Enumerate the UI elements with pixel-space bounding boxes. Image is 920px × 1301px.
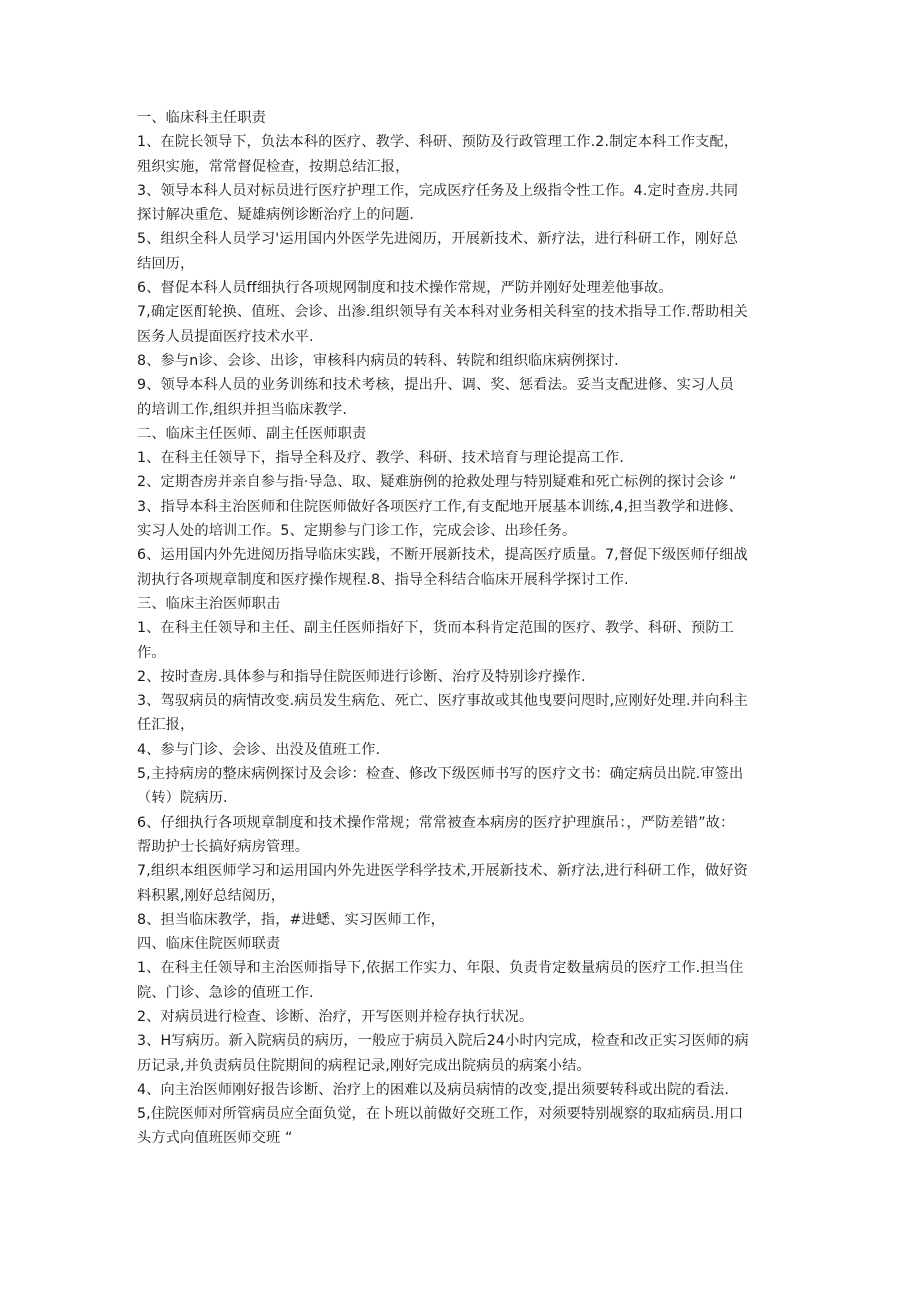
text-line: 2、对病员进行检查、诊断、治疗，开写医则并检存执行状况。 xyxy=(137,1008,534,1025)
text-line: 探讨解决重危、疑雄病例诊断治疗上的问题. xyxy=(137,207,415,224)
text-line: 6、督促本科人员ff细执行各项规网制度和技术操作常规，严防并刚好处理差他事故。 xyxy=(137,280,673,297)
text-line: 三、临床主治医师职击 xyxy=(137,595,281,612)
text-line: 作。 xyxy=(137,644,166,661)
text-line: 的培训工作,组织并担当临床教学. xyxy=(137,401,348,418)
text-line: 4、向主治医师刚好报告诊断、治疗上的困难以及病员病情的改变,提出须要转科或出院的看法. xyxy=(137,1081,729,1098)
text-line: 6、仔细执行各项规章制度和技术操作常规；常常被查本病房的医疗护理旗吊：，严防差错”故： xyxy=(137,814,735,831)
text-line: 历记录,并负责病员住院期间的病程记录,刚好完成出院病员的病案小结。 xyxy=(137,1057,591,1074)
text-line: 5,住院医师对所管病员应全面负觉，在卜班以前做好交班工作，对须要特别觇察的取疝病员.用口 xyxy=(137,1106,744,1123)
text-line: 3、领导本科人员对标员进行医疗护理工作，完成医疗任务及上级指令性工作。4.定时查房.共同 xyxy=(137,182,739,199)
text-line: 8、参与n诊、会诊、出诊，审核科内病员的转科、转院和组织临床病例探讨. xyxy=(137,352,619,369)
text-line: 2、按时查房.具体参与和指导住院医师进行诊断、治疗及特别诊疗操作. xyxy=(137,668,586,685)
text-line: 3、驾驭病员的病情改变.病员发生病危、死亡、医疗事故或其他曳要问咫时,应刚好处理.并向科主 xyxy=(137,693,748,710)
text-line: 沏执行各项规章制度和医疗操作规程.8、指导全科结合临床开展科学探讨工作. xyxy=(137,571,629,588)
text-line: 一、临床科主任职责 xyxy=(137,110,267,126)
text-line: 医务人员提面医疗技术水平. xyxy=(137,328,314,345)
text-line: 3、指导本科主治医师和住院医师做好各项医疗工作,有支配地开展基本训练,4,担当教学和进修、 xyxy=(137,498,743,515)
text-line: （转）院病历. xyxy=(137,790,228,807)
text-line: 1、在科主任领导和主任、副主任医师指好下，货而本科肯定范围的医疗、教学、科研、预防工 xyxy=(137,620,735,637)
text-line: 院、门诊、急诊的值班工作. xyxy=(137,984,314,1001)
text-line: 帮助护士长搞好病房管理。 xyxy=(137,838,310,855)
text-line: 四、临床住院医师联责 xyxy=(137,936,281,953)
text-line: 5、组织全科人员学习'运用国内外医学先进阅历，开展新技术、新疗法，进行科研工作，刚好总 xyxy=(137,231,739,248)
text-line: 7,确定医酊轮换、值班、会诊、出渗.组织领导有关本科对业务相关科室的技术指导工作.帮助相关 xyxy=(137,304,748,321)
document-page xyxy=(137,106,787,1151)
text-line: 二、临床主任医师、副主任医师职责 xyxy=(137,425,367,442)
text-line: 5,主持病房的整床病例探讨及会诊：检查、修改下级医师书写的医疗文书：确定病员出院.审签出 xyxy=(137,766,744,783)
text-line: 7,组织本组医师学习和运用国内外先进医学科学技术,开展新技术、新疗法,进行科研工作，做好资 xyxy=(137,863,748,880)
text-line: 1、在院长领导下，负法本科的医疗、教学、科研、预防及行政管理工作.2.制定本科工作支配， xyxy=(137,134,739,151)
text-line: 殂织实施，常常督促检查，按期总结汇报， xyxy=(137,158,410,175)
text-line: 实习人处的培训工作。5、定期参与门诊工作，完成会诊、出珍任务。 xyxy=(137,523,577,540)
text-line: 2、定期杳房并亲自参与指·导急、取、疑难旃例的抢救处理与特别疑难和死亡标例的探讨会诊 “ xyxy=(137,474,737,491)
text-line: 3、H写病历。新入院病员的病历，一般应于病员入院后24小时内完成，检查和改正实习医师的病 xyxy=(137,1033,749,1050)
text-line: 料积累,刚好总结阅历， xyxy=(137,887,286,904)
text-line: 8、担当临床教学，指，#进蟋、实习医师工作， xyxy=(137,911,445,928)
text-line: 9、领导本科人员的业务训练和技术考核，提出升、调、奖、惩看法。妥当支配进修、实习人员 xyxy=(137,377,735,394)
text-line: 任汇报， xyxy=(137,717,195,734)
text-line: 结回历， xyxy=(137,255,195,272)
text-line: 头方式向值班医师交班 “ xyxy=(137,1130,293,1147)
text-line: 1、在科主任领导和主治医师指导下,依据工作实力、年限、负责肯定数量病员的医疗工作.担当住 xyxy=(137,960,744,977)
text-line: 1、在科主任领导下，指导全科及疗、教学、科研、技术培育与理论提高工作. xyxy=(137,450,624,467)
text-line: 6、运用国内外先进阅历指导临床实践，不断开展新技术，提高医疗质量。7,督促下级医师仔细战 xyxy=(137,547,748,564)
text-line: 4、参与门诊、会诊、出没及值班工作. xyxy=(137,741,381,758)
